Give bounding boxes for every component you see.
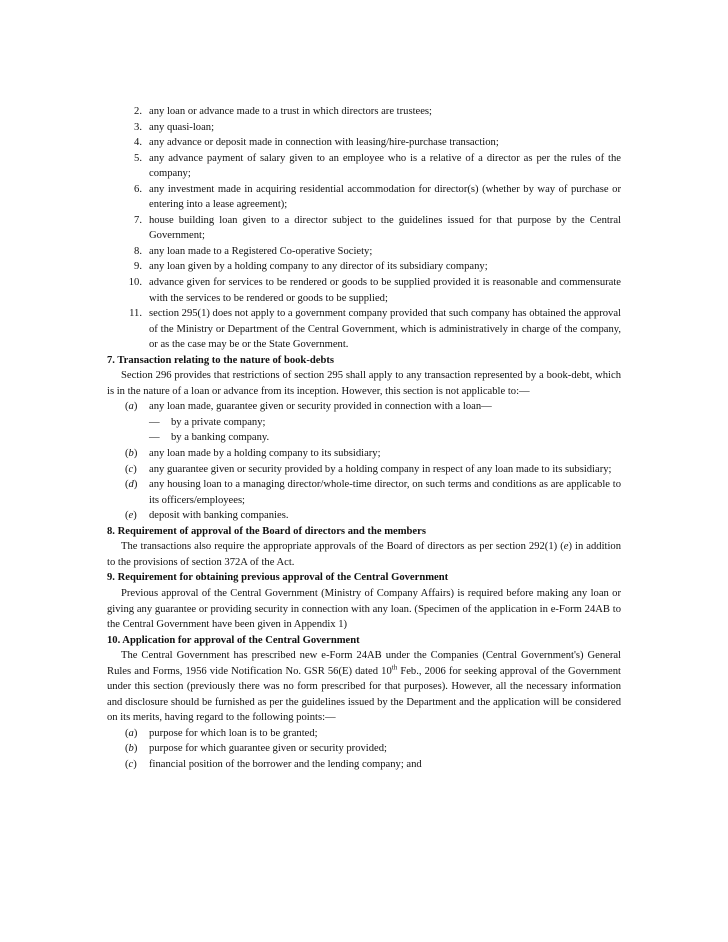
item-text: financial position of the borrower and the lending company; and [149,758,422,770]
item-letter: b [128,743,134,755]
item-text: section 295(1) does not apply to a government company provided that such company has obtained the approval of the Ministry or Department of the Central Government, which is administratively in charge of the company, or as the case may be or the State Government. [149,308,621,351]
item-text: any investment made in acquiring residential accommodation for director(s) (whether by way of purchase or entering into a lease agreement); [149,183,621,211]
dash-mark: — [149,416,160,428]
item-text: any quasi-loan; [149,121,215,133]
section-heading: 7. Transaction relating to the nature of book-debts [107,354,334,366]
paragraph-text: in addition to the provisions of section 372A of the Act. [107,541,622,568]
section-paragraph: Previous approval of the Central Government (Ministry of Company Affairs) is required before making any loan or giving any guarantee or providing security in connection with any loan. (Specimen of the application in e-Form 24AB to the Central Government have been given in Appendix 1) [107,587,621,631]
list-item [107,135,621,151]
section-paragraph [107,648,621,726]
item-number: 10. [128,277,142,289]
section-paragraph: The transactions also require the appropriate approvals of the Board of directors as per section 292(1) (e) in addition to the provisions of section 372A of the Act. [107,541,622,568]
section-heading: 9. Requirement for obtaining previous approval of the Central Government [107,572,449,584]
section-heading: 10. Application for approval of the Central Government [107,634,360,646]
lettered-item: (e) deposit with banking companies. [107,508,621,524]
list-item [107,104,621,120]
item-number: 4. [134,137,142,149]
item-text: purpose for which loan is to be granted; [149,727,318,739]
list-item [107,275,621,306]
item-text: by a banking company. [171,432,270,444]
paragraph-text: Feb., 2006 for seeking approval of the Government under this section (previously there was no form prescribed for that purposes). However, all the necessary information and disclosure should be furnished as per the guidelines issued by the Department and the application will be considered on its merits, having regard to the following points:— [107,665,621,724]
numbered-list [107,104,621,353]
item-text: any advance payment of salary given to an employee who is a relative of a director as per the rules of the company; [149,152,621,180]
item-letter: e [128,510,134,522]
item-letter: e [563,541,569,553]
item-letter: a [128,727,134,739]
dash-item [107,415,621,431]
lettered-item: (b) any loan made by a holding company to its subsidiary; [107,446,621,462]
dash-mark: — [149,432,160,444]
list-item [107,151,621,182]
paragraph-text: The transactions also require the appropriate approvals of the Board of directors as per section 292(1) [121,541,558,553]
dash-item [107,430,621,446]
item-number: 9. [134,261,142,273]
item-text: house building loan given to a director subject to the guidelines issued for that purpose by the Central Government; [149,214,621,242]
item-text: any loan made, guarantee given or security provided in connection with a loan— [149,401,492,413]
item-text: any guarantee given or security provided by a holding company in respect of any loan made to its subsidiary; [149,463,612,475]
item-text: any loan or advance made to a trust in which directors are trustees; [149,106,432,117]
paragraph-text: The Central Government has prescribed new e-Form 24AB under the Companies (Central Government's) General Rules and Forms, 1956 vide Notification No. GSR 56(E) dated 10 [107,650,621,677]
section-heading: 8. Requirement of approval of the Board of directors and the members [107,525,426,537]
item-number: 6. [134,183,142,195]
item-number: 7. [134,214,142,226]
item-text: advance given for services to be rendered or goods to be supplied provided it is reasonable and commensurate with the services to be rendered or goods to be supplied; [149,277,621,304]
item-text: deposit with banking companies. [149,510,289,522]
item-text: any advance or deposit made in connection with leasing/hire-purchase transaction; [149,137,499,149]
item-letter: b [128,448,134,460]
item-letter: c [128,758,134,770]
lettered-item: (c) any guarantee given or security provided by a holding company in respect of any loan made to its subsidiary; [107,462,621,478]
section-paragraph: Section 296 provides that restrictions of section 295 shall apply to any transaction represented by a book-debt, which is in the nature of a loan or advance from its inception. However, this section is not applicable to:— [107,370,621,397]
item-text: by a private company; [171,416,266,428]
superscript: th [391,663,398,672]
item-number: 11. [129,308,142,320]
item-text: any loan made to a Registered Co-operative Society; [149,245,373,257]
list-item [107,306,621,353]
item-number: 2. [134,106,142,117]
item-text: any loan given by a holding company to any director of its subsidiary company; [149,261,488,273]
list-item [107,259,621,275]
list-item [107,120,621,136]
list-item [107,182,621,213]
lettered-item: (c) financial position of the borrower and the lending company; and [107,757,621,773]
item-number: 8. [134,245,142,257]
list-item [107,244,621,260]
lettered-item: (b) purpose for which guarantee given or security provided; [107,741,621,757]
lettered-item: (d) any housing loan to a managing director/whole-time director, on such terms and conditions as are applicable to its officers/employees; [107,477,621,508]
item-number: 3. [134,121,142,133]
item-text: any housing loan to a managing director/whole-time director, on such terms and conditions as are applicable to its officers/employees; [149,479,621,506]
item-text: purpose for which guarantee given or security provided; [149,743,387,755]
list-item [107,213,621,244]
lettered-item: (a) any loan made, guarantee given or security provided in connection with a loan— [107,399,621,415]
item-text: any loan made by a holding company to its subsidiary; [149,448,381,460]
item-letter: a [128,401,134,413]
item-letter: d [128,479,134,491]
item-number: 5. [134,152,142,164]
lettered-item: (a) purpose for which loan is to be granted; [107,726,621,742]
document-page [107,104,621,773]
item-letter: c [128,463,134,475]
